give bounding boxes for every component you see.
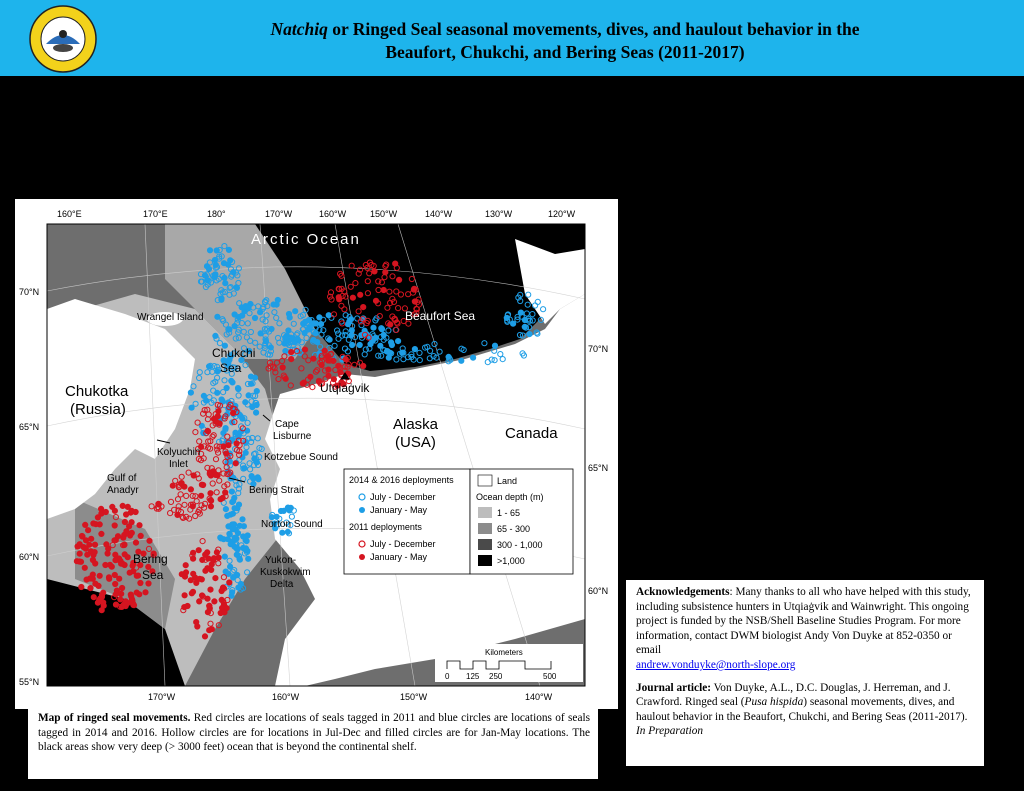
kolyuchin-label-2: Inlet: [169, 459, 188, 470]
track-point-filled: [381, 287, 386, 292]
track-point-filled: [86, 528, 91, 533]
track-point-filled: [315, 340, 320, 345]
track-point-filled: [386, 355, 391, 360]
track-point-filled: [349, 328, 354, 333]
track-point-filled: [183, 570, 188, 575]
track-point-filled: [227, 580, 232, 585]
track-point-filled: [308, 374, 313, 379]
track-point-filled: [389, 342, 394, 347]
top-lon-label: 160°W: [319, 209, 347, 219]
track-point-filled: [287, 315, 292, 320]
track-point-filled: [283, 335, 288, 340]
track-point-filled: [92, 542, 97, 547]
track-point-filled: [226, 247, 231, 252]
track-point-filled: [103, 509, 108, 514]
track-point-filled: [378, 343, 383, 348]
track-point-filled: [254, 402, 259, 407]
track-point-filled: [196, 548, 201, 553]
track-point-filled: [85, 552, 90, 557]
track-point-filled: [326, 373, 331, 378]
bottom-lon-label: 150°W: [400, 692, 428, 702]
legend-g1-hollow-label: July - December: [370, 492, 436, 502]
track-point-filled: [194, 580, 199, 585]
track-point-filled: [105, 551, 110, 556]
right-lat-label: 60°N: [588, 586, 609, 596]
track-point-filled: [232, 535, 237, 540]
track-point-filled: [318, 322, 323, 327]
track-point-filled: [112, 572, 117, 577]
track-point-filled: [120, 585, 125, 590]
wrangel-label: Wrangel Island: [137, 312, 204, 323]
track-point-filled: [280, 365, 285, 370]
left-lat-label: 65°N: [19, 422, 40, 432]
track-point-filled: [412, 286, 417, 291]
track-point-filled: [122, 532, 127, 537]
journal-species: Pusa hispida: [744, 696, 804, 709]
canada-label: Canada: [505, 425, 558, 442]
legend-depth-title: Ocean depth (m): [476, 492, 544, 502]
legend-land-swatch: [478, 475, 492, 486]
track-point-filled: [231, 411, 236, 416]
track-point-filled: [99, 594, 104, 599]
track-point-filled: [211, 556, 216, 561]
track-point-filled: [275, 297, 280, 302]
track-point-filled: [207, 248, 212, 253]
track-point-filled: [522, 317, 527, 322]
bottom-lon-label: 170°W: [148, 692, 176, 702]
scale-tick-125: 125: [466, 672, 480, 681]
journal-status: In Preparation: [636, 725, 704, 738]
acknowledgements-box: [626, 580, 984, 766]
track-point-filled: [350, 295, 355, 300]
track-point-filled: [230, 380, 235, 385]
track-point-filled: [113, 552, 118, 557]
track-point-filled: [245, 548, 250, 553]
track-point-filled: [229, 593, 234, 598]
legend-depth-swatch-3: [478, 539, 492, 550]
utqiagvik-label: Utqiaġvik: [320, 381, 370, 395]
track-point-filled: [136, 573, 141, 578]
track-point-filled: [147, 538, 152, 543]
track-point-filled: [371, 325, 376, 330]
track-point-filled: [199, 482, 204, 487]
bottom-lon-label: 160°W: [272, 692, 300, 702]
track-point-filled: [183, 563, 188, 568]
track-point-filled: [188, 487, 193, 492]
track-point-filled: [77, 542, 82, 547]
track-point-filled: [137, 523, 142, 528]
track-point-filled: [191, 556, 196, 561]
track-point-filled: [79, 584, 84, 589]
track-point-filled: [92, 550, 97, 555]
track-point-filled: [235, 572, 240, 577]
track-point-filled: [224, 385, 229, 390]
right-lat-label: 70°N: [588, 344, 609, 354]
track-point-filled: [241, 524, 246, 529]
chukotka-label: Chukotka: [65, 383, 129, 400]
track-point-filled: [302, 347, 307, 352]
track-point-filled: [182, 593, 187, 598]
track-point-filled: [245, 533, 250, 538]
chukchi-sea-label-2: Sea: [220, 361, 242, 375]
track-point-filled: [225, 513, 230, 518]
track-point-filled: [197, 599, 202, 604]
kolyuchin-label: Kolyuchin: [157, 447, 201, 458]
ack-heading: Acknowledgements: [636, 586, 730, 598]
track-point-filled: [372, 269, 377, 274]
track-point-filled: [348, 317, 353, 322]
track-point-filled: [127, 570, 132, 575]
legend-g2-filled-label: January - May: [370, 552, 428, 562]
norton-sound-label: Norton Sound: [261, 519, 323, 530]
legend-blue-filled-symbol: [359, 507, 365, 513]
track-point-filled: [223, 507, 228, 512]
track-point-filled: [240, 416, 245, 421]
track-point-filled: [216, 409, 221, 414]
track-point-filled: [317, 315, 322, 320]
track-point-filled: [200, 557, 205, 562]
track-point-filled: [237, 556, 242, 561]
track-point-filled: [95, 515, 100, 520]
track-point-filled: [122, 542, 127, 547]
track-point-filled: [206, 266, 211, 271]
track-point-filled: [322, 348, 327, 353]
track-point-filled: [240, 313, 245, 318]
track-point-filled: [278, 508, 283, 513]
track-point-filled: [396, 339, 401, 344]
legend-depth-label-2: 65 - 300: [497, 524, 531, 534]
track-point-filled: [326, 367, 331, 372]
track-point-filled: [129, 530, 134, 535]
track-point-filled: [87, 542, 92, 547]
track-point-filled: [221, 537, 226, 542]
track-point-filled: [239, 305, 244, 310]
track-point-filled: [337, 297, 342, 302]
left-lat-label: 55°N: [19, 677, 40, 687]
map-svg: [15, 199, 618, 709]
right-lat-label: 65°N: [588, 463, 609, 473]
header-banner: [0, 0, 1024, 76]
track-point-filled: [93, 561, 98, 566]
top-lon-label: 150°W: [370, 209, 398, 219]
track-point-filled: [248, 374, 253, 379]
track-point-filled: [234, 285, 239, 290]
track-point-filled: [233, 461, 238, 466]
caption-text: Red circles are locations of seals tagged in 2011 and blue circles are locations of seals tagged in 2014 and 2016. Hollow circles are for locations in Jul-Dec and filled circles are for Jan-May locations. The black areas show very deep (> 3000 feet) ocean that is beyond the continental shelf.: [38, 712, 590, 754]
track-point-filled: [207, 628, 212, 633]
track-point-filled: [120, 503, 125, 508]
top-lon-label: 180°: [207, 209, 226, 219]
track-point-filled: [215, 414, 220, 419]
track-point-filled: [252, 315, 257, 320]
track-point-filled: [112, 523, 117, 528]
track-point-filled: [175, 512, 180, 517]
legend-depth-label-3: 300 - 1,000: [497, 540, 543, 550]
track-point-filled: [88, 586, 93, 591]
track-point-filled: [208, 587, 213, 592]
track-point-filled: [285, 505, 290, 510]
contact-email-link[interactable]: andrew.vonduyke@north-slope.org: [636, 658, 796, 671]
track-point-filled: [99, 506, 104, 511]
scale-tick-500: 500: [543, 672, 557, 681]
bering-sea-label: Bering: [133, 552, 168, 566]
track-point-filled: [96, 583, 101, 588]
cape-lisburne-label-2: Lisburne: [273, 431, 312, 442]
journal-text-2: ) seasonal movements, dives, and haulout behavior in the Beaufort, Chukchi, and Bering Seas (2011-2017).: [636, 696, 968, 723]
track-point-filled: [311, 321, 316, 326]
track-point-filled: [459, 358, 464, 363]
track-point-filled: [134, 590, 139, 595]
nsb-wildlife-logo: [28, 4, 98, 74]
track-point-filled: [350, 342, 355, 347]
track-point-filled: [319, 362, 324, 367]
track-point-filled: [286, 328, 291, 333]
russia-label: (Russia): [70, 401, 126, 418]
track-point-filled: [412, 347, 417, 352]
track-point-filled: [77, 559, 82, 564]
track-point-filled: [358, 292, 363, 297]
yk-delta-label: Yukon-: [265, 555, 297, 566]
track-point-filled: [113, 602, 118, 607]
legend-g2-hollow-label: July - December: [370, 539, 436, 549]
track-point-filled: [191, 571, 196, 576]
chukchi-sea-label: Chukchi: [212, 346, 256, 360]
track-point-filled: [293, 309, 298, 314]
track-point-filled: [109, 564, 114, 569]
scale-bar-title: Kilometers: [485, 648, 523, 657]
legend-depth-swatch-1: [478, 507, 492, 518]
bottom-lon-label: 140°W: [525, 692, 553, 702]
track-point-filled: [361, 363, 366, 368]
track-point-filled: [131, 602, 136, 607]
track-point-filled: [143, 590, 148, 595]
track-point-filled: [522, 324, 527, 329]
top-lon-label: 170°E: [143, 209, 168, 219]
left-lat-label: 70°N: [19, 287, 40, 297]
kotzebue-sound-label: Kotzebue Sound: [264, 452, 338, 463]
track-point-filled: [179, 481, 184, 486]
track-point-filled: [118, 597, 123, 602]
track-point-filled: [527, 332, 532, 337]
track-point-filled: [492, 343, 497, 348]
track-point-filled: [368, 342, 373, 347]
track-point-filled: [300, 381, 305, 386]
top-lon-label: 120°W: [548, 209, 576, 219]
track-point-filled: [373, 298, 378, 303]
track-point-filled: [271, 302, 276, 307]
track-point-filled: [190, 589, 195, 594]
track-point-filled: [357, 342, 362, 347]
track-point-filled: [327, 337, 332, 342]
track-point-filled: [188, 578, 193, 583]
track-point-filled: [82, 565, 87, 570]
track-point-filled: [246, 556, 251, 561]
top-lon-label: 170°W: [265, 209, 293, 219]
gulf-anadyr-label: Gulf of: [107, 473, 137, 484]
track-point-filled: [79, 533, 84, 538]
track-point-filled: [258, 310, 263, 315]
track-point-filled: [223, 490, 228, 495]
track-point-filled: [129, 520, 134, 525]
track-point-filled: [133, 509, 138, 514]
legend-g1-filled-label: January - May: [370, 505, 428, 515]
track-point-filled: [83, 522, 88, 527]
track-point-filled: [104, 542, 109, 547]
track-point-filled: [191, 473, 196, 478]
alaska-label: Alaska: [393, 416, 439, 433]
track-point-filled: [113, 558, 118, 563]
track-point-filled: [229, 437, 234, 442]
track-point-filled: [170, 483, 175, 488]
track-point-filled: [471, 355, 476, 360]
track-point-filled: [223, 281, 228, 286]
legend-depth-label-1: 1 - 65: [497, 508, 521, 518]
legend-depth-swatch-2: [478, 523, 492, 534]
track-point-filled: [220, 495, 225, 500]
track-point-filled: [331, 358, 336, 363]
legend-red-filled-symbol: [359, 554, 365, 560]
track-legend: [344, 469, 470, 574]
track-point-filled: [280, 530, 285, 535]
track-point-filled: [97, 573, 102, 578]
track-point-filled: [221, 585, 226, 590]
track-point-filled: [263, 339, 268, 344]
track-point-filled: [204, 398, 209, 403]
track-point-filled: [89, 536, 94, 541]
top-lon-label: 160°E: [57, 209, 82, 219]
track-point-filled: [122, 519, 127, 524]
track-point-filled: [313, 331, 318, 336]
track-point-filled: [208, 491, 213, 496]
track-point-filled: [229, 489, 234, 494]
track-point-filled: [232, 506, 237, 511]
caption-heading: Map of ringed seal movements.: [38, 712, 191, 724]
track-point-filled: [103, 562, 108, 567]
track-point-filled: [222, 610, 227, 615]
track-point-filled: [223, 426, 228, 431]
track-point-filled: [256, 477, 261, 482]
left-lat-label: 60°N: [19, 552, 40, 562]
gulf-anadyr-label-2: Anadyr: [107, 485, 139, 496]
track-point-filled: [283, 348, 288, 353]
track-point-filled: [311, 356, 316, 361]
track-point-filled: [289, 350, 294, 355]
track-point-filled: [222, 275, 227, 280]
track-point-filled: [77, 551, 82, 556]
track-point-filled: [232, 312, 237, 317]
track-point-filled: [230, 500, 235, 505]
track-point-filled: [215, 314, 220, 319]
seal-movement-map: [15, 199, 618, 709]
track-point-filled: [258, 331, 263, 336]
track-point-filled: [112, 508, 117, 513]
track-point-filled: [240, 517, 245, 522]
track-point-filled: [214, 248, 219, 253]
track-point-filled: [117, 576, 122, 581]
track-point-filled: [87, 576, 92, 581]
scale-tick-250: 250: [489, 672, 503, 681]
cape-lisburne-label: Cape: [275, 419, 299, 430]
scale-tick-0: 0: [445, 672, 450, 681]
track-point-filled: [208, 504, 213, 509]
track-point-filled: [232, 544, 237, 549]
yk-delta-label-3: Delta: [270, 579, 294, 590]
track-point-filled: [254, 410, 259, 415]
track-point-filled: [246, 305, 251, 310]
bering-sea-label-2: Sea: [142, 568, 164, 582]
track-point-filled: [349, 333, 354, 338]
track-point-filled: [91, 521, 96, 526]
page-title: Natchiq or Ringed Seal seasonal movements, dives, and haulout behavior in the Beaufort, Chukchi, and Bering Seas (2011-2017): [270, 19, 860, 62]
arctic-ocean-label: Arctic Ocean: [251, 231, 361, 248]
track-point-filled: [326, 358, 331, 363]
track-point-filled: [230, 511, 235, 516]
track-point-filled: [289, 357, 294, 362]
track-point-filled: [194, 620, 199, 625]
track-point-filled: [99, 531, 104, 536]
track-point-filled: [244, 539, 249, 544]
track-point-filled: [249, 474, 254, 479]
track-point-filled: [361, 305, 366, 310]
track-point-filled: [119, 591, 124, 596]
legend-group2-title: 2011 deployments: [349, 522, 422, 532]
depth-legend: [470, 469, 573, 574]
track-point-filled: [91, 595, 96, 600]
track-point-filled: [122, 552, 127, 557]
track-point-filled: [222, 554, 227, 559]
track-point-filled: [285, 529, 290, 534]
top-lon-label: 130°W: [485, 209, 513, 219]
track-point-filled: [306, 327, 311, 332]
journal-text-1: Von Duyke, A.L., D.C. Douglas, J. Herreman, and J. Crawford. Ringed seal (: [636, 681, 951, 709]
track-point-filled: [185, 603, 190, 608]
beaufort-sea-label: Beaufort Sea: [405, 309, 476, 323]
track-point-filled: [221, 261, 226, 266]
legend-depth-swatch-4: [478, 555, 492, 566]
top-lon-label: 140°W: [425, 209, 453, 219]
track-point-filled: [106, 575, 111, 580]
bering-strait-label: Bering Strait: [249, 485, 305, 496]
track-point-filled: [202, 634, 207, 639]
track-point-filled: [138, 533, 143, 538]
legend-depth-label-4: >1,000: [497, 556, 525, 566]
track-point-filled: [213, 333, 218, 338]
legend-group1-title: 2014 & 2016 deployments: [349, 475, 454, 485]
usa-label: (USA): [395, 434, 436, 451]
track-point-filled: [397, 277, 402, 282]
track-point-filled: [383, 270, 388, 275]
track-point-filled: [133, 540, 138, 545]
track-point-filled: [212, 599, 217, 604]
track-point-filled: [203, 552, 208, 557]
track-point-filled: [254, 389, 259, 394]
journal-heading: Journal article:: [636, 681, 711, 694]
yk-delta-label-2: Kuskokwim: [260, 567, 311, 578]
track-point-filled: [99, 608, 104, 613]
track-point-filled: [113, 581, 118, 586]
track-point-filled: [203, 568, 208, 573]
track-point-filled: [124, 512, 129, 517]
track-point-filled: [188, 390, 193, 395]
track-point-filled: [213, 576, 218, 581]
legend-land-label: Land: [497, 476, 518, 486]
map-caption: [28, 709, 598, 779]
scale-bar: [435, 644, 583, 682]
track-point-filled: [199, 493, 204, 498]
ack-text: : Many thanks to all who have helped with this study, including subsistence hunters in Utqiaġvik and Wainwright. This ongoing project is funded by the NSB/Shell Baseline Studies Program. For more information, contact DWM biologist Andy Von Duyke at 852-0350 or email: [636, 586, 971, 657]
track-point-filled: [236, 386, 241, 391]
